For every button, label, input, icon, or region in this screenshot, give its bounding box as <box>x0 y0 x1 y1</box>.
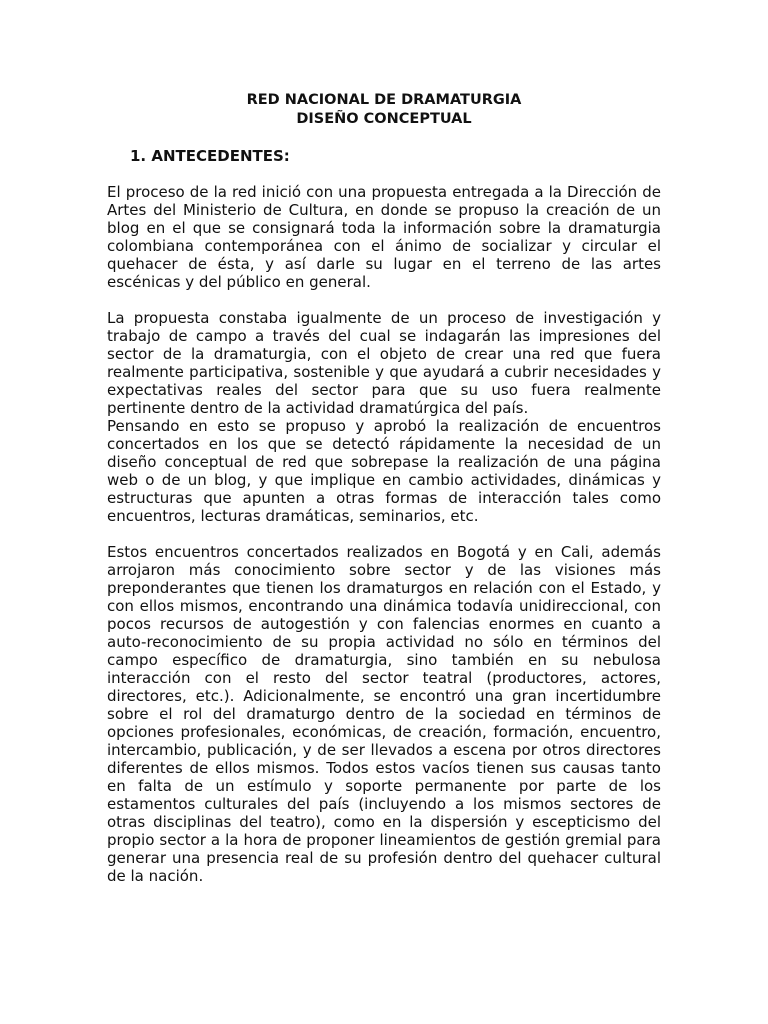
paragraph-4: Estos encuentros concertados realizados en Bogotá y en Cali, además arrojaron más conocimiento sobre sector y de las visiones más preponderantes que tienen los dramaturgos en relación con el Estado, y con ellos mismos, encontrando una dinámica todavía unidireccional, con pocos recursos de autogestión y con falencias enormes en cuanto a auto-reconocimiento de su propia actividad no sólo en términos del campo específico de dramaturgia, sino también en su nebulosa interacción con el resto del sector teatral (productores, actores, directores, etc.). Adicionalmente, se encontró una gran incertidumbre sobre el rol del dramaturgo dentro de la sociedad en términos de opciones profesionales, económicas, de creación, formación, encuentro, intercambio, publicación, y de ser llevados a escena por otros directores diferentes de ellos mismos. Todos estos vacíos tienen sus causas tanto en falta de un estímulo y soporte permanente por parte de los estamentos culturales del país (incluyendo a los mismos sectores de otras disciplinas del teatro), como en la dispersión y escepticismo del propio sector a la hora de proponer lineamientos de gestión gremial para generar una presencia real de su profesión dentro del quehacer cultural de la nación. <box>107 543 661 885</box>
paragraph-2: La propuesta constaba igualmente de un proceso de investigación y trabajo de campo a través del cual se indagarán las impresiones del sector de la dramaturgia, con el objeto de crear una red que fuera realmente participativa, sostenible y que ayudará a cubrir necesidades y expectativas reales del sector para que su uso fuera realmente pertinente dentro de la actividad dramatúrgica del país. <box>107 309 661 417</box>
paragraph-1: El proceso de la red inició con una propuesta entregada a la Dirección de Artes del Ministerio de Cultura, en donde se propuso la creación de un blog en el que se consignará toda la información sobre la dramaturgia colombiana contemporánea con el ánimo de socializar y circular el quehacer de ésta, y así darle su lugar en el terreno de las artes escénicas y del público en general. <box>107 183 661 291</box>
section-heading: 1. ANTECEDENTES: <box>130 147 290 165</box>
document-title <box>107 91 661 129</box>
title-line-1: RED NACIONAL DE DRAMATURGIA <box>246 92 522 108</box>
paragraph-3: Pensando en esto se propuso y aprobó la realización de encuentros concertados en los que se detectó rápidamente la necesidad de un diseño conceptual de red que sobrepase la realización de una página web o de un blog, y que implique en cambio actividades, dinámicas y estructuras que apunten a otras formas de interacción tales como encuentros, lecturas dramáticas, seminarios, etc. <box>107 417 661 525</box>
title-line-2: DISEÑO CONCEPTUAL <box>296 111 472 127</box>
